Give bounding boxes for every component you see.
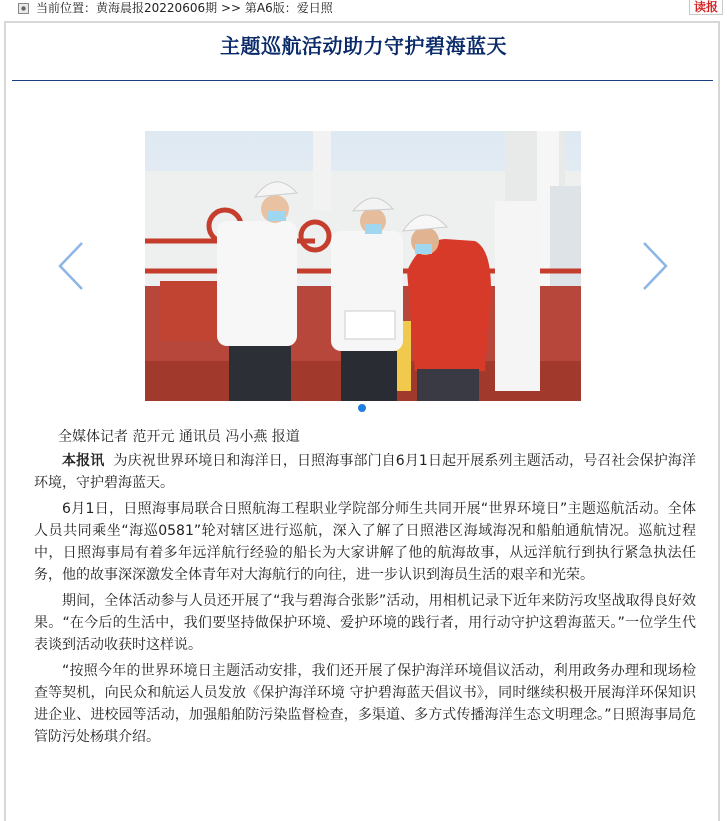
lead-label: 本报讯 (62, 453, 105, 469)
paragraph-3: 期间，全体活动参与人员还开展了“我与碧海合张影”活动，用相机记录下近年来防污攻坚战取得良好效果。“在今后的生活中，我们要坚持做保护环境、爱护环境的践行者，用行动守护这碧海蓝天。”一位学生代表谈到活动收获时这样说。 (34, 593, 696, 653)
breadcrumb-paper-link[interactable]: 黄海晨报20220606期 (96, 1, 218, 15)
breadcrumb-page-link[interactable]: 第A6版：爱日照 (244, 1, 333, 15)
breadcrumb (36, 0, 333, 16)
breadcrumb-prefix: 当前位置： (36, 1, 97, 15)
chevron-right-icon[interactable] (640, 240, 670, 292)
slide-indicator-dot[interactable] (358, 404, 366, 412)
paragraph-1-text: 为庆祝世界环境日和海洋日，日照海事部门自6月1日起开展系列主题活动，号召社会保护海洋环境，守护碧海蓝天。 (34, 453, 697, 491)
article-photo (145, 131, 581, 401)
location-icon (18, 3, 29, 14)
chevron-left-icon[interactable] (56, 240, 86, 292)
paragraph-1 (34, 450, 696, 494)
article-title: 主题巡航活动助力守护碧海蓝天 (220, 34, 507, 58)
article-body (34, 426, 696, 752)
paragraph-2: 6月1日，日照海事局联合日照航海工程职业学院部分师生共同开展“世界环境日”主题巡航活动。全体人员共同乘坐“海巡0581”轮对辖区进行巡航，深入了解了日照港区海域海况和船舶通航情况。巡航过程中，日照海事局有着多年远洋航行经验的船长为大家讲解了他的航海故事，从远洋航行到执行紧急执法任务，他的故事深深激发全体青年对大海航行的向往，进一步认识到海员生活的艰辛和光荣。 (34, 501, 696, 583)
read-paper-button[interactable]: 读报 (689, 0, 723, 15)
paragraph-4: “按照今年的世界环境日主题活动安排，我们还开展了保护海洋环境倡议活动，利用政务办理和现场检查等契机，向民众和航运人员发放《保护海洋环境 守护碧海蓝天倡议书》，同时继续积极开展海洋环保知识进企业、进校园等活动，加强船舶防污染监督检查，多渠道、多方式传播海洋生态文明理念。”日照海事局危管防污处杨琪介绍。 (34, 663, 696, 745)
title-divider (12, 80, 713, 81)
byline: 全媒体记者 范开元 通讯员 冯小燕 报道 (58, 429, 300, 445)
top-bar (0, 0, 727, 20)
breadcrumb-separator: >> (220, 1, 242, 15)
